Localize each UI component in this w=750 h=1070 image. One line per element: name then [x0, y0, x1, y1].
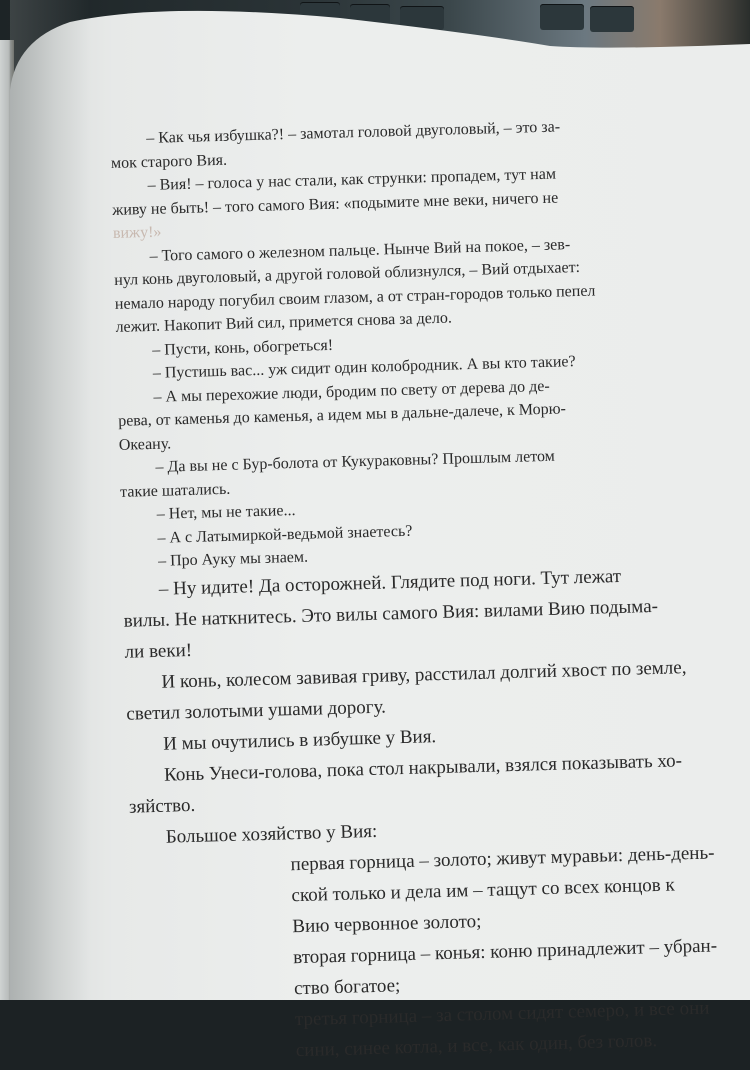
text-line: И мы очутились в избушке у Вия.	[162, 725, 437, 755]
text-line: светил золотыми ушами дорогу.	[126, 696, 387, 725]
text-line: – Вия! – голоса у нас стали, как струнки: пропадем, тут нам	[147, 165, 557, 194]
text-line: ской только и дела им – тащут со всех концов к	[291, 874, 675, 906]
text-line: такие шатались.	[119, 480, 231, 501]
text-line: – Про Ауку мы знаем.	[157, 548, 309, 570]
text-line: – Того самого о железном пальце. Нынче Вий на покое, – зев-	[149, 235, 571, 265]
text-line: живу не быть! – того самого Вия: «подымите мне веки, ничего не	[112, 189, 559, 219]
text-line: мок старого Вия.	[110, 151, 228, 172]
text-line: первая горница – золото; живут муравьи: день-день-	[290, 841, 715, 875]
text-line: – Как чья избушка?! – замотал головой двуголовый, – это за-	[146, 118, 561, 147]
text-line: – Да вы не с Бур-болота от Кукураковны? Прошлым летом	[155, 447, 556, 476]
text-line: – Нет, мы не такие...	[156, 501, 296, 523]
keyboard-key	[590, 6, 634, 32]
text-line: Конь Унеси-голова, пока стол накрывали, взялся показывать хо-	[163, 749, 683, 786]
text-line: третья горница – за столом сидят семеро, и все они	[294, 997, 710, 1030]
keyboard-key	[540, 4, 584, 30]
text-line: – Пустишь вас... уж сидит один колобродник. А вы кто такие?	[152, 353, 576, 382]
text-line: ство богатое;	[293, 974, 401, 999]
text-line: вторая горница – конья: коню принадлежит – убран-	[292, 934, 718, 968]
text-line: вижу!»	[112, 223, 162, 242]
text-line: сини, синее котла, и все, как один, без голов.	[295, 1029, 658, 1061]
text-line: зяйство.	[128, 794, 196, 818]
text-line: – А мы перехожие люди, бродим по свету от дерева до де-	[153, 377, 550, 406]
text-line: – Ну идите! Да осторожней. Глядите под ноги. Тут лежат	[158, 565, 622, 600]
text-line: немало народу погубил своим глазом, а от стран-городов только пепел	[114, 282, 596, 313]
text-line: ли веки!	[124, 639, 193, 663]
text-line: Большое хозяйство у Вия:	[165, 820, 378, 848]
text-line: вилы. Не наткнитесь. Это вилы самого Вия: вилами Вию подыма-	[123, 595, 659, 632]
text-line: – А с Латымиркой-ведьмой знаетесь?	[157, 522, 413, 547]
text-line: лежит. Накопит Вий сил, примется снова за дело.	[115, 309, 453, 336]
text-line: рева, от каменья до каменья, а идем мы в дальне-далече, к Морю-	[117, 400, 567, 430]
text-line: – Пусти, конь, обогреться!	[151, 336, 334, 359]
page-text	[110, 111, 736, 1070]
text-line: Океану.	[118, 434, 172, 454]
text-line: нул конь двуголовый, а другой головой облизнулся, – Вий отдыхает:	[114, 258, 581, 289]
text-line: И конь, колесом завивая гриву, расстилал долгий хвост по земле,	[161, 656, 687, 693]
text-line: Вию червонное золото;	[292, 910, 482, 937]
